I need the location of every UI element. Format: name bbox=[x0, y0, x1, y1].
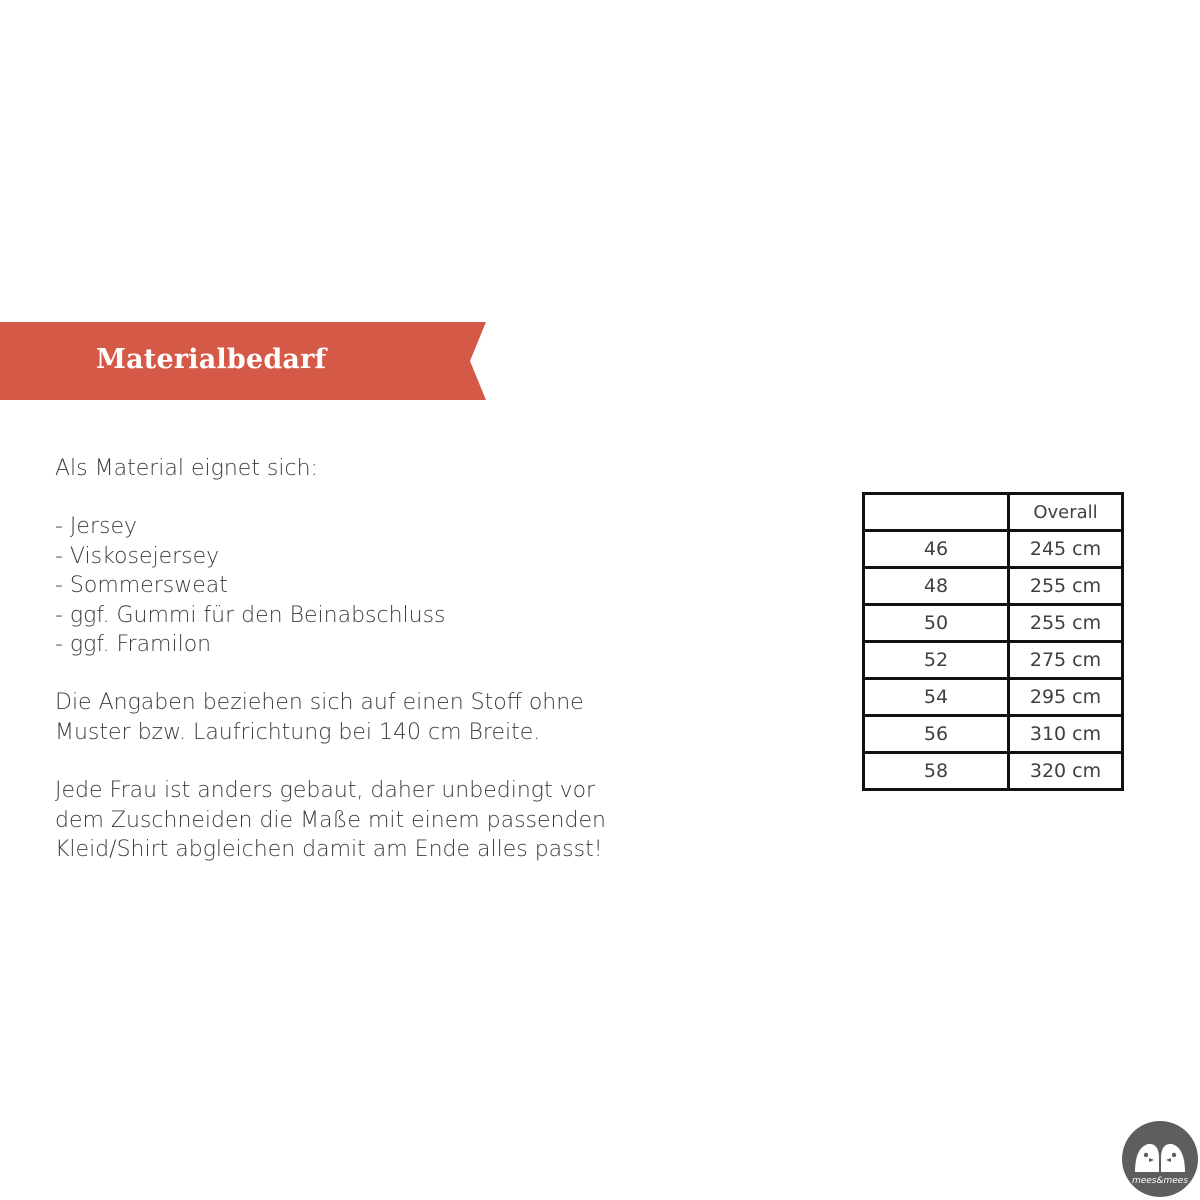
overall-cell: 320 cm bbox=[1009, 753, 1123, 790]
overall-cell: 295 cm bbox=[1009, 679, 1123, 716]
intro-text: Als Material eignet sich: bbox=[55, 456, 318, 481]
size-cell: 58 bbox=[864, 753, 1009, 790]
overall-cell: 275 cm bbox=[1009, 642, 1123, 679]
size-cell: 52 bbox=[864, 642, 1009, 679]
table-row bbox=[864, 716, 1123, 753]
material-item: - Jersey bbox=[55, 514, 138, 540]
header-cell-overall: Overall bbox=[1009, 494, 1123, 531]
material-description bbox=[55, 454, 615, 864]
overall-cell: 310 cm bbox=[1009, 716, 1123, 753]
fabric-note-line: Die Angaben beziehen sich auf einen Stoff ohne bbox=[55, 690, 584, 716]
table-row bbox=[864, 753, 1123, 790]
material-item: - ggf. Gummi für den Beinabschluss bbox=[55, 602, 446, 628]
table-row bbox=[864, 568, 1123, 605]
fitting-advice-line: Jede Frau ist anders gebaut, daher unbedingt vor bbox=[55, 778, 596, 804]
table-row bbox=[864, 679, 1123, 716]
overall-cell: 245 cm bbox=[1009, 531, 1123, 568]
table-row bbox=[864, 531, 1123, 568]
size-cell: 50 bbox=[864, 605, 1009, 642]
size-cell: 54 bbox=[864, 679, 1009, 716]
fitting-advice-line: dem Zuschneiden die Maße mit einem passenden bbox=[55, 807, 606, 833]
table-header-row bbox=[864, 494, 1123, 531]
size-cell: 48 bbox=[864, 568, 1009, 605]
header-cell-size bbox=[864, 494, 1009, 531]
table-row bbox=[864, 642, 1123, 679]
overall-cell: 255 cm bbox=[1009, 568, 1123, 605]
material-item: - ggf. Framilon bbox=[55, 632, 212, 658]
title-banner bbox=[0, 322, 486, 400]
banner-title: Materialbedarf bbox=[96, 344, 327, 375]
logo-text: mees&mees bbox=[1131, 1176, 1189, 1186]
fabric-requirement-table bbox=[862, 492, 1124, 791]
table-row bbox=[864, 605, 1123, 642]
material-item: - Viskosejersey bbox=[55, 543, 220, 569]
mees-and-mees-logo-icon bbox=[1121, 1120, 1199, 1198]
fabric-note-line: Muster bzw. Laufrichtung bei 140 cm Breite. bbox=[55, 719, 541, 745]
fitting-advice-line: Kleid/Shirt abgleichen damit am Ende alles passt! bbox=[55, 837, 603, 863]
overall-cell: 255 cm bbox=[1009, 605, 1123, 642]
material-item: - Sommersweat bbox=[55, 573, 228, 599]
size-cell: 46 bbox=[864, 531, 1009, 568]
size-cell: 56 bbox=[864, 716, 1009, 753]
